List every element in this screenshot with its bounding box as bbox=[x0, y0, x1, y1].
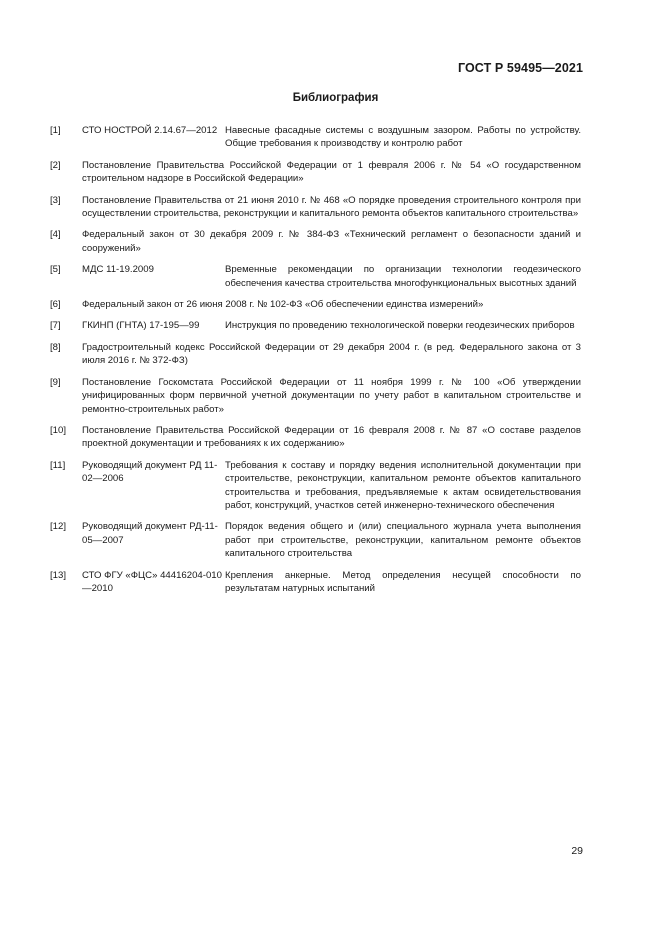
page-number: 29 bbox=[571, 845, 583, 857]
bibliography-entry bbox=[50, 319, 581, 332]
bibliography-entry bbox=[50, 424, 581, 451]
bibliography-list bbox=[50, 124, 581, 603]
entry-number: [7] bbox=[50, 320, 61, 332]
entry-text: Федеральный закон от 26 июня 2008 г. № 102-ФЗ «Об обеспечении единства измерений» bbox=[82, 299, 484, 311]
page-title: Библиография bbox=[292, 92, 379, 104]
bibliography-entry bbox=[50, 263, 581, 290]
entry-number: [5] bbox=[50, 264, 61, 276]
entry-number: [13] bbox=[50, 569, 67, 581]
entry-code: МДС 11-19.2009 bbox=[82, 264, 154, 276]
bibliography-entry bbox=[50, 298, 581, 311]
entry-code: Руководящий документ РД-11-05—2007 bbox=[82, 521, 218, 546]
entry-text: Федеральный закон от 30 декабря 2009 г. № 384-ФЗ «Технический регламент о безопасности зданий и сооружений» bbox=[82, 229, 581, 254]
entry-code: СТО ФГУ «ФЦС» 44416204-010—2010 bbox=[82, 569, 222, 594]
bibliography-entry bbox=[50, 520, 581, 560]
entry-number: [1] bbox=[50, 125, 61, 136]
entry-text: Крепления анкерные. Метод определения несущей способности по результатам натурных испытаний bbox=[225, 569, 581, 594]
entry-code: ГКИНП (ГНТА) 17-195—99 bbox=[82, 320, 200, 332]
bibliography-entry bbox=[50, 194, 581, 221]
entry-number: [11] bbox=[50, 459, 66, 471]
entry-text: Временные рекомендации по организации технологии геодезического обеспечения качества строительства многофункциональных высотных зданий bbox=[225, 264, 581, 289]
bibliography-entry bbox=[50, 569, 581, 596]
entry-number: [12] bbox=[50, 521, 67, 533]
entry-text: Навесные фасадные системы с воздушным зазором. Работы по устройству. Общие требования к производству и контролю работ bbox=[225, 125, 581, 150]
entry-text: Постановление Правительства Российской Федерации от 1 февраля 2006 г. № 54 «О государственном строительном надзоре в Российской Федерации» bbox=[82, 159, 581, 185]
bibliography-entry bbox=[50, 228, 581, 255]
document-code: ГОСТ Р 59495—2021 bbox=[457, 61, 583, 75]
entry-code: Руководящий документ РД 11-02—2006 bbox=[82, 459, 218, 485]
entry-text: Инструкция по проведению технологической поверки геодезических приборов bbox=[225, 320, 575, 332]
bibliography-entry bbox=[50, 124, 581, 151]
entry-number: [9] bbox=[50, 376, 61, 388]
entry-number: [10] bbox=[50, 424, 67, 436]
entry-text: Порядок ведения общего и (или) специального журнала учета выполнения работ при строительстве, реконструкции, капитальном ремонте объектов капитального строительства bbox=[225, 521, 581, 560]
entry-text: Требования к составу и порядку ведения исполнительной документации при строительстве, реконструкции, капитальном ремонте объектов капитального строительства и требования, предъявляемые к актам освидетельствования работ, конструкций, участков сетей инженерно-технического обеспечения bbox=[225, 459, 581, 511]
bibliography-entry bbox=[50, 459, 581, 513]
bibliography-entry bbox=[50, 376, 581, 416]
bibliography-entry bbox=[50, 341, 581, 368]
entry-text: Постановление Правительства Российской Федерации от 16 февраля 2008 г. № 87 «О составе разделов проектной документации и требованиях к их содержанию» bbox=[82, 424, 581, 450]
entry-number: [4] bbox=[50, 229, 61, 241]
entry-text: Градостроительный кодекс Российской Федерации от 29 декабря 2004 г. (в ред. Федерального закона от 3 июля 2016 г. № 372-ФЗ) bbox=[82, 341, 581, 367]
entry-text: Постановление Правительства от 21 июня 2010 г. № 468 «О порядке проведения строительного контроля при осуществлении строительства, реконструкции и капитального ремонта объектов капитального строительства» bbox=[82, 194, 581, 220]
bibliography-entry bbox=[50, 159, 581, 186]
entry-number: [6] bbox=[50, 299, 61, 311]
entry-code: СТО НОСТРОЙ 2.14.67—2012 bbox=[82, 125, 218, 136]
entry-number: [2] bbox=[50, 159, 61, 171]
entry-text: Постановление Госкомстата Российской Федерации от 11 ноября 1999 г. № 100 «Об утверждении унифицированных форм первичной учетной документации по учету работ в капитальном строительстве и ремонтно-строительных работ» bbox=[82, 376, 581, 415]
entry-number: [3] bbox=[50, 194, 61, 206]
entry-number: [8] bbox=[50, 341, 61, 353]
